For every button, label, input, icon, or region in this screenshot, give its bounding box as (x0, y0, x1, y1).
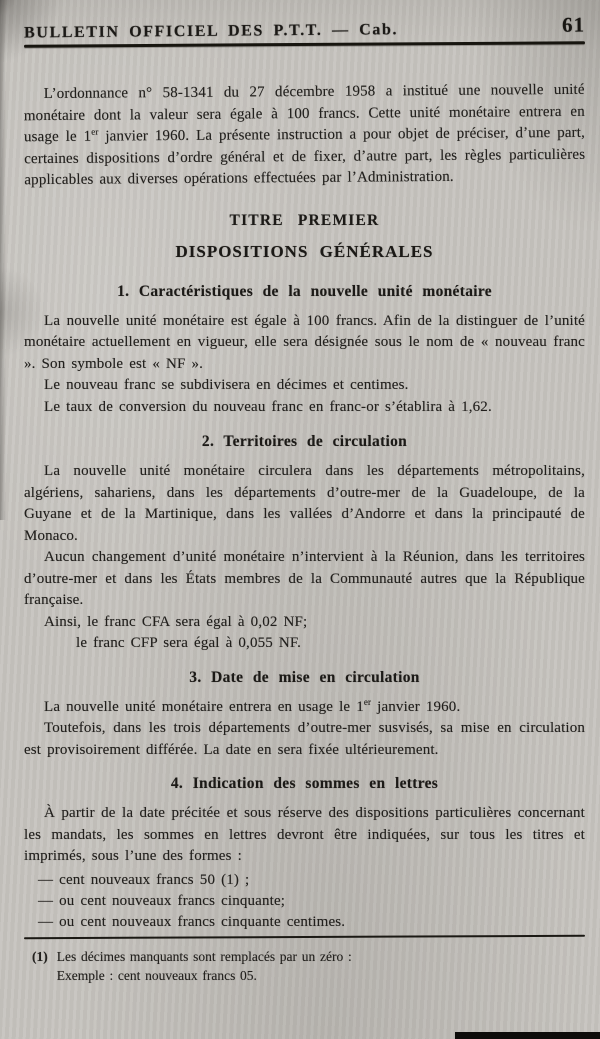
title-dispositions-generales: DISPOSITIONS GÉNÉRALES (175, 241, 434, 261)
footnote (24, 947, 585, 985)
footnote-marker: (1) (32, 948, 48, 964)
scan-artifact-bar (455, 1032, 600, 1039)
intro-text-1: L’ordonnance n° 58-1341 du 27 décembre 1958 a institué une nouvelle unité monétaire dont la valeur sera égale à 100 francs. Cette unité monétaire entrera en usage le 1 (23, 81, 585, 146)
section2-heading: 2. Territoires de circulation (201, 433, 408, 450)
superscript-er: er (363, 696, 372, 707)
superscript-er: er (91, 126, 99, 137)
footnote-line-1: Les décimes manquants sont remplacés par un zéro : (56, 948, 352, 964)
section2-paragraph-cfa: Ainsi, le franc CFA sera égal à 0,02 NF; (44, 613, 308, 630)
section3-paragraph-1 (24, 697, 585, 719)
section1-heading: 1. Caractéristiques de la nouvelle unité monétaire (117, 282, 492, 300)
page-header (24, 0, 585, 42)
footnote-separator-rule (24, 934, 585, 938)
section4-paragraph-1: À partir de la date précitée et sous réserve des dispositions particulières concernant les mandats, les sommes en lettres devront être indiquées, sur tous les titres et imprimés, sous l’une des formes : (24, 805, 585, 864)
section2-paragraph-1: La nouvelle unité monétaire circulera dans les départements métropolitains, algériens, sahariens, dans les départements d’outre-mer de la Guadeloupe, de la Guyane et de la Martinique, dans les vallées d’Andorre et dans la principauté de Monaco. (24, 463, 585, 544)
section1-paragraph-3: Le taux de conversion du nouveau franc en franc-or s’établira à 1,62. (44, 398, 492, 415)
list-item: — cent nouveaux francs 50 (1) ; (38, 871, 250, 888)
section3-paragraph-2: Toutefois, dans les trois départements d’outre-mer susvisés, sa mise en circulation est provisoirement différée. La date en sera fixée ultérieurement. (24, 720, 585, 758)
section1-paragraph-2: Le nouveau franc se subdivisera en décimes et centimes. (44, 377, 409, 393)
section3-text-2: janvier 1960. (371, 698, 461, 715)
title-premier: TITRE PREMIER (229, 211, 380, 229)
masthead-title: BULLETIN OFFICIEL DES P.T.T. — Cab. (24, 21, 399, 42)
section1-paragraph-1: La nouvelle unité monétaire est égale à 100 francs. Afin de la distinguer de l’unité monétaire actuellement en vigueur, elle sera désignée sous le nom de « nouveau franc ». Son symbole est « NF ». (24, 312, 585, 372)
section4-forms-list (24, 870, 585, 933)
footnote-line-2: Exemple : cent nouveaux francs 05. (56, 967, 257, 983)
section3-heading: 3. Date de mise en circulation (189, 668, 420, 686)
footnote-text (57, 947, 585, 985)
intro-paragraph (24, 80, 586, 192)
header-rule (24, 41, 585, 47)
section3-text-1: La nouvelle unité monétaire entrera en usage le 1 (44, 698, 364, 715)
section2-paragraph-cfp: le franc CFP sera égal à 0,055 NF. (76, 635, 302, 651)
section4-heading: 4. Indication des sommes en lettres (170, 775, 439, 792)
list-item: — ou cent nouveaux francs cinquante centimes. (38, 913, 346, 930)
intro-text-2: janvier 1960. La présente instruction a pour objet de préciser, d’une part, certaines dispositions d’ordre général et de fixer, d’autre part, les règles particulières applicables aux diverses opérations effectuées par l’Administration. (24, 124, 586, 189)
list-item: — ou cent nouveaux francs cinquante; (38, 892, 286, 909)
scan-edge-smudge (0, 0, 6, 520)
page-number: 61 (561, 12, 586, 37)
section2-paragraph-2: Aucun changement d’unité monétaire n’intervient à la Réunion, dans les territoires d’outre-mer et dans les États membres de la Communauté autres que la République française. (24, 549, 585, 608)
